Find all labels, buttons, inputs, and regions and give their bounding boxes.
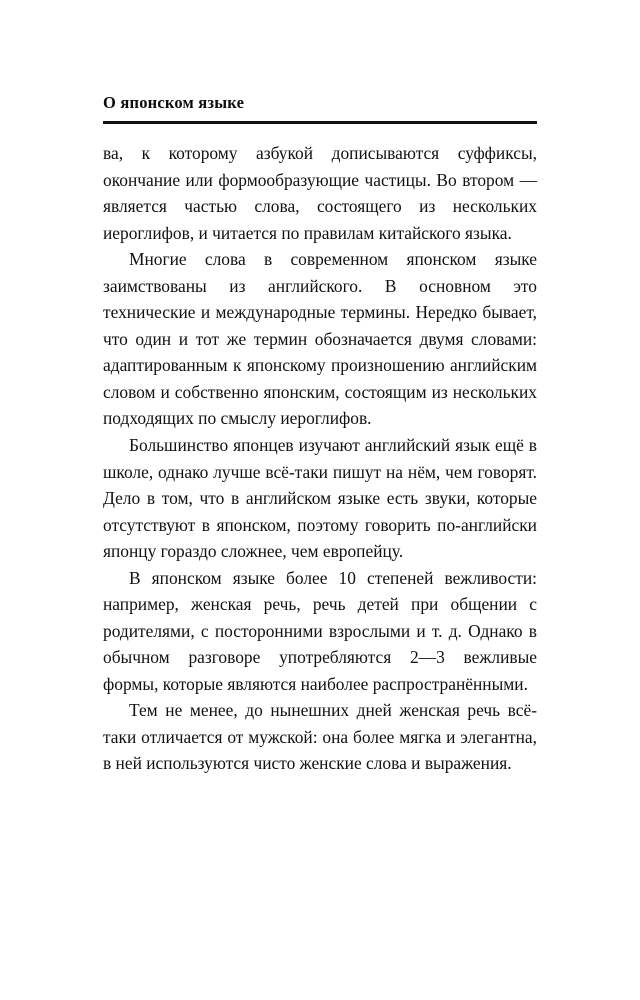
paragraph: ва, к которому азбукой дописываются суффиксы, окончание или формообразующие частицы. Во втором — является частью слова, состоящего из нескольких иероглифов, и читается по правилам китайского языка.	[103, 143, 537, 243]
header-rule	[103, 121, 537, 124]
body-text	[103, 140, 537, 777]
paragraph: Большинство японцев изучают английский язык ещё в школе, однако лучше всё-таки пишут на нём, чем говорят. Дело в том, что в английском языке есть звуки, которые отсутствуют в японском, поэтому говорить по-английски японцу гораздо сложнее, чем европейцу.	[103, 434, 537, 562]
paragraph: Многие слова в современном японском языке заимствованы из английского. В основном это технические и международные термины. Нередко бывает, что один и тот же термин обозначается двумя словами: адаптированным к японскому произношению английским словом и собственно японским, состоящим из нескольких подходящих по смыслу иероглифов.	[103, 249, 537, 429]
page-content	[103, 94, 537, 777]
paragraph: Тем не менее, до нынешних дней женская речь всё-таки отличается от мужской: она более мягка и элегантна, в ней используются чисто женские слова и выражения.	[103, 700, 537, 774]
paragraph: В японском языке более 10 степеней вежливости: например, женская речь, речь детей при общении с родителями, с посторонними взрослыми и т. д. Однако в обычном разговоре употребляются 2—3 вежливые формы, которые являются наиболее распространёнными.	[103, 567, 537, 694]
running-head: О японском языке	[103, 93, 245, 112]
